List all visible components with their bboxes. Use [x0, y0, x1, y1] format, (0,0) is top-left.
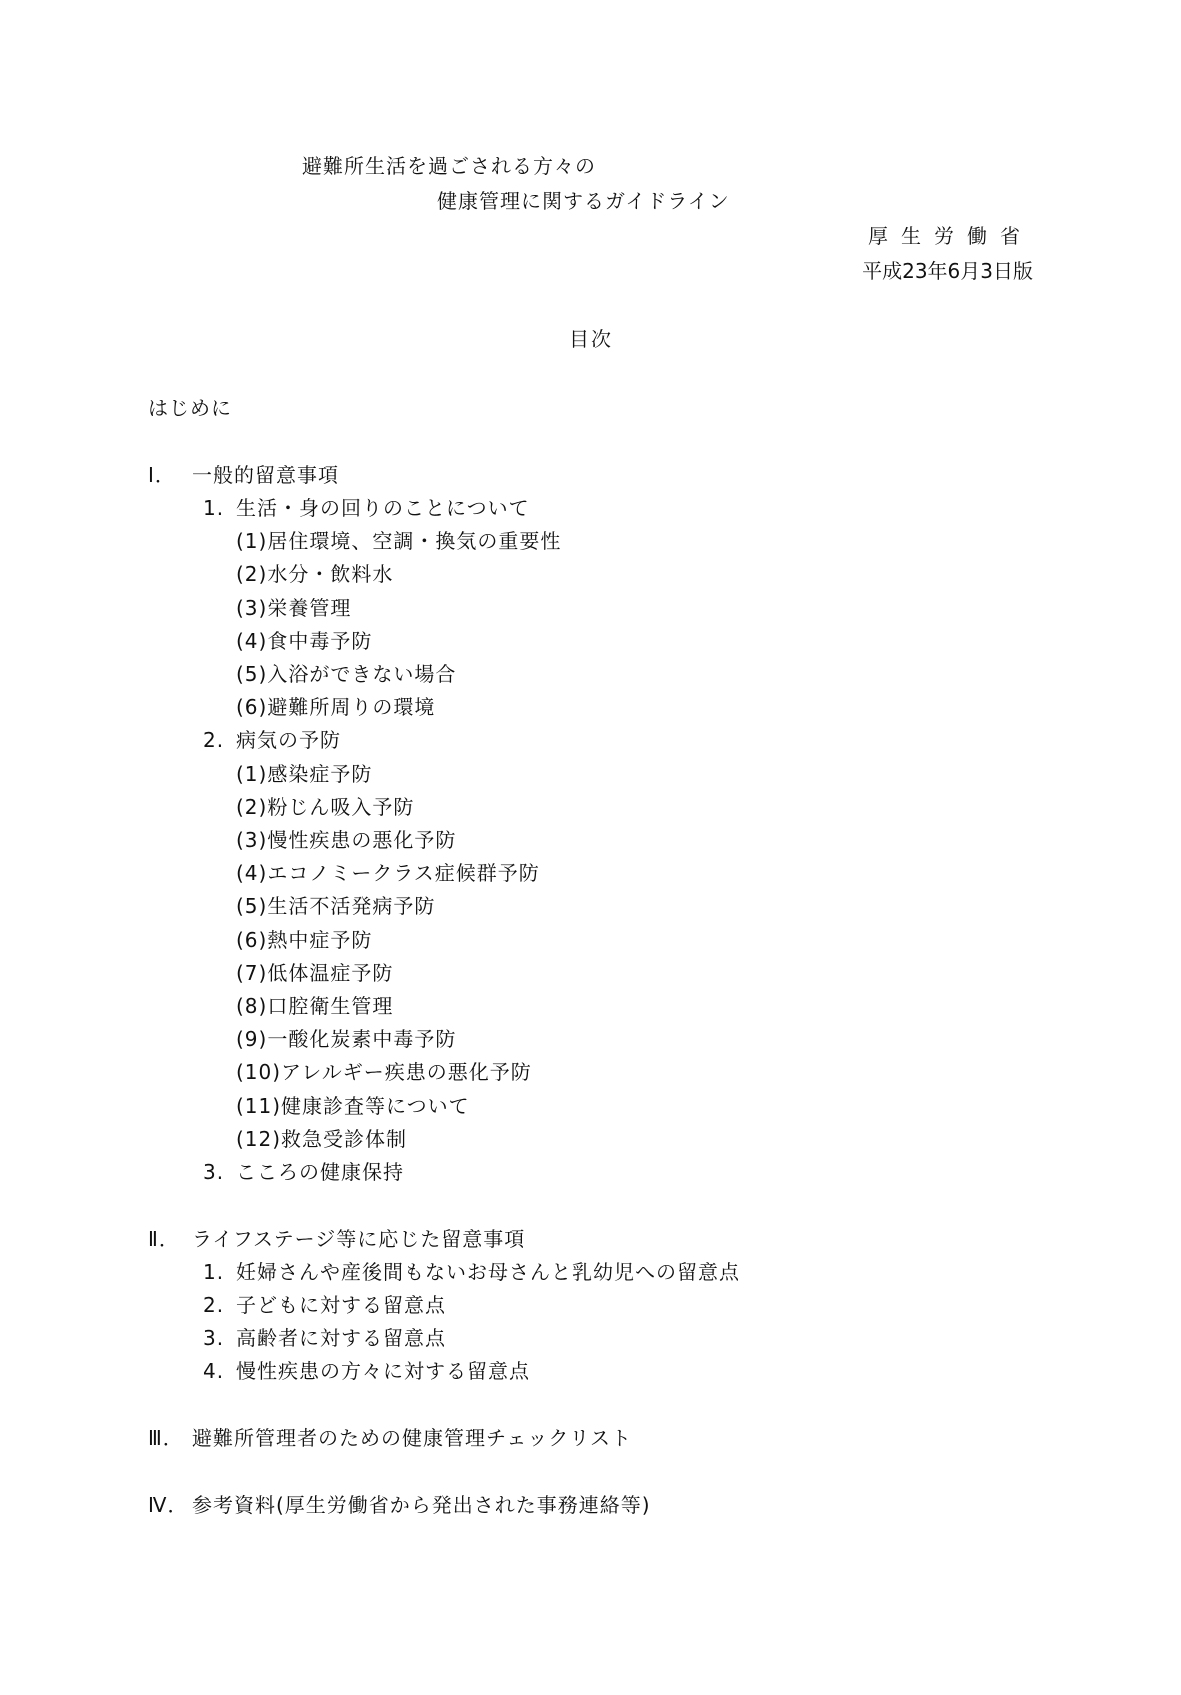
toc-entry-number: 3. [203, 1160, 225, 1184]
toc-entry-number: Ⅳ． [148, 1493, 189, 1517]
toc-entry [236, 827, 456, 853]
toc-entry [236, 893, 435, 919]
toc-entry-label: (3)栄養管理 [236, 596, 352, 620]
issuing-organization: 厚生労働省 [868, 224, 1033, 248]
toc-entry [148, 1492, 651, 1518]
toc-entry [203, 495, 530, 521]
toc-entry-number: Ⅲ． [148, 1426, 184, 1450]
toc-entry [236, 794, 414, 820]
toc-entry-label: (1)居住環境、空調・換気の重要性 [236, 529, 562, 553]
toc-entry-label: ライフステージ等に応じた留意事項 [192, 1227, 526, 1251]
toc-entry-label: (9)一酸化炭素中毒予防 [236, 1027, 457, 1051]
toc-entry-label: (12)救急受診体制 [236, 1127, 408, 1151]
toc-entry-number: 2. [203, 1293, 225, 1317]
toc-entry-label: 子どもに対する留意点 [236, 1293, 446, 1317]
toc-entry [236, 1126, 407, 1152]
toc-entry-number: 4. [203, 1359, 225, 1383]
toc-entry-label: 一般的留意事項 [192, 463, 339, 487]
toc-entry [148, 462, 339, 488]
toc-entry-label: はじめに [148, 396, 232, 420]
toc-entry [148, 1425, 632, 1451]
toc-entry-label: (5)入浴ができない場合 [236, 662, 457, 686]
toc-entry-label: (1)感染症予防 [236, 762, 373, 786]
toc-entry [236, 993, 393, 1019]
document-title-line-1: 避難所生活を過ごされる方々の [302, 154, 596, 178]
toc-entry [236, 960, 393, 986]
toc-entry-label: 参考資料(厚生労働省から発出された事務連絡等) [192, 1493, 651, 1517]
toc-entry [236, 661, 456, 687]
toc-entry [236, 595, 351, 621]
toc-entry [236, 860, 540, 886]
toc-entry-label: 慢性疾患の方々に対する留意点 [236, 1359, 530, 1383]
toc-entry-label: 高齢者に対する留意点 [236, 1326, 446, 1350]
toc-entry-label: (6)避難所周りの環境 [236, 695, 436, 719]
toc-entry [236, 1059, 532, 1085]
toc-entry-label: 避難所管理者のための健康管理チェックリスト [192, 1426, 632, 1450]
toc-entry-number: Ⅱ． [148, 1227, 180, 1251]
toc-entry [236, 927, 372, 953]
toc-entry-number: Ⅰ． [148, 463, 176, 487]
toc-entry-label: (4)食中毒予防 [236, 629, 373, 653]
toc-entry-label: (3)慢性疾患の悪化予防 [236, 828, 457, 852]
toc-entry-label: 病気の予防 [236, 728, 341, 752]
toc-entry-label: 妊婦さんや産後間もないお母さんと乳幼児への留意点 [236, 1260, 740, 1284]
toc-entry [203, 1325, 446, 1351]
toc-entry-label: (10)アレルギー疾患の悪化予防 [236, 1060, 532, 1084]
toc-entry [148, 395, 232, 421]
toc-entry-label: (4)エコノミークラス症候群予防 [236, 861, 540, 885]
toc-entry-number: 1. [203, 496, 225, 520]
toc-entry [203, 1259, 740, 1285]
toc-entry [236, 528, 561, 554]
toc-entry [236, 628, 372, 654]
toc-entry [203, 727, 341, 753]
toc-entry-number: 2. [203, 728, 225, 752]
toc-entry-label: (2)粉じん吸入予防 [236, 795, 415, 819]
toc-entry [236, 694, 435, 720]
toc-entry-label: (5)生活不活発病予防 [236, 894, 436, 918]
document-title-line-2: 健康管理に関するガイドライン [437, 189, 730, 213]
toc-entry-number: 1. [203, 1260, 225, 1284]
toc-entry [203, 1159, 404, 1185]
toc-heading: 目次 [569, 327, 613, 351]
toc-entry-label: (6)熱中症予防 [236, 928, 373, 952]
toc-entry-label: (8)口腔衛生管理 [236, 994, 394, 1018]
toc-entry [236, 1093, 470, 1119]
toc-entry [236, 1026, 456, 1052]
toc-entry-label: こころの健康保持 [236, 1160, 404, 1184]
toc-entry-label: (7)低体温症予防 [236, 961, 394, 985]
toc-entry [236, 561, 393, 587]
toc-entry-number: 3. [203, 1326, 225, 1350]
toc-entry [148, 1226, 525, 1252]
toc-entry [203, 1292, 446, 1318]
toc-entry [203, 1358, 530, 1384]
toc-entry-label: (11)健康診査等について [236, 1094, 470, 1118]
toc-entry-label: 生活・身の回りのことについて [236, 496, 530, 520]
document-date: 平成23年6月3日版 [862, 259, 1033, 283]
toc-entry-label: (2)水分・飲料水 [236, 562, 394, 586]
toc-entry [236, 761, 372, 787]
